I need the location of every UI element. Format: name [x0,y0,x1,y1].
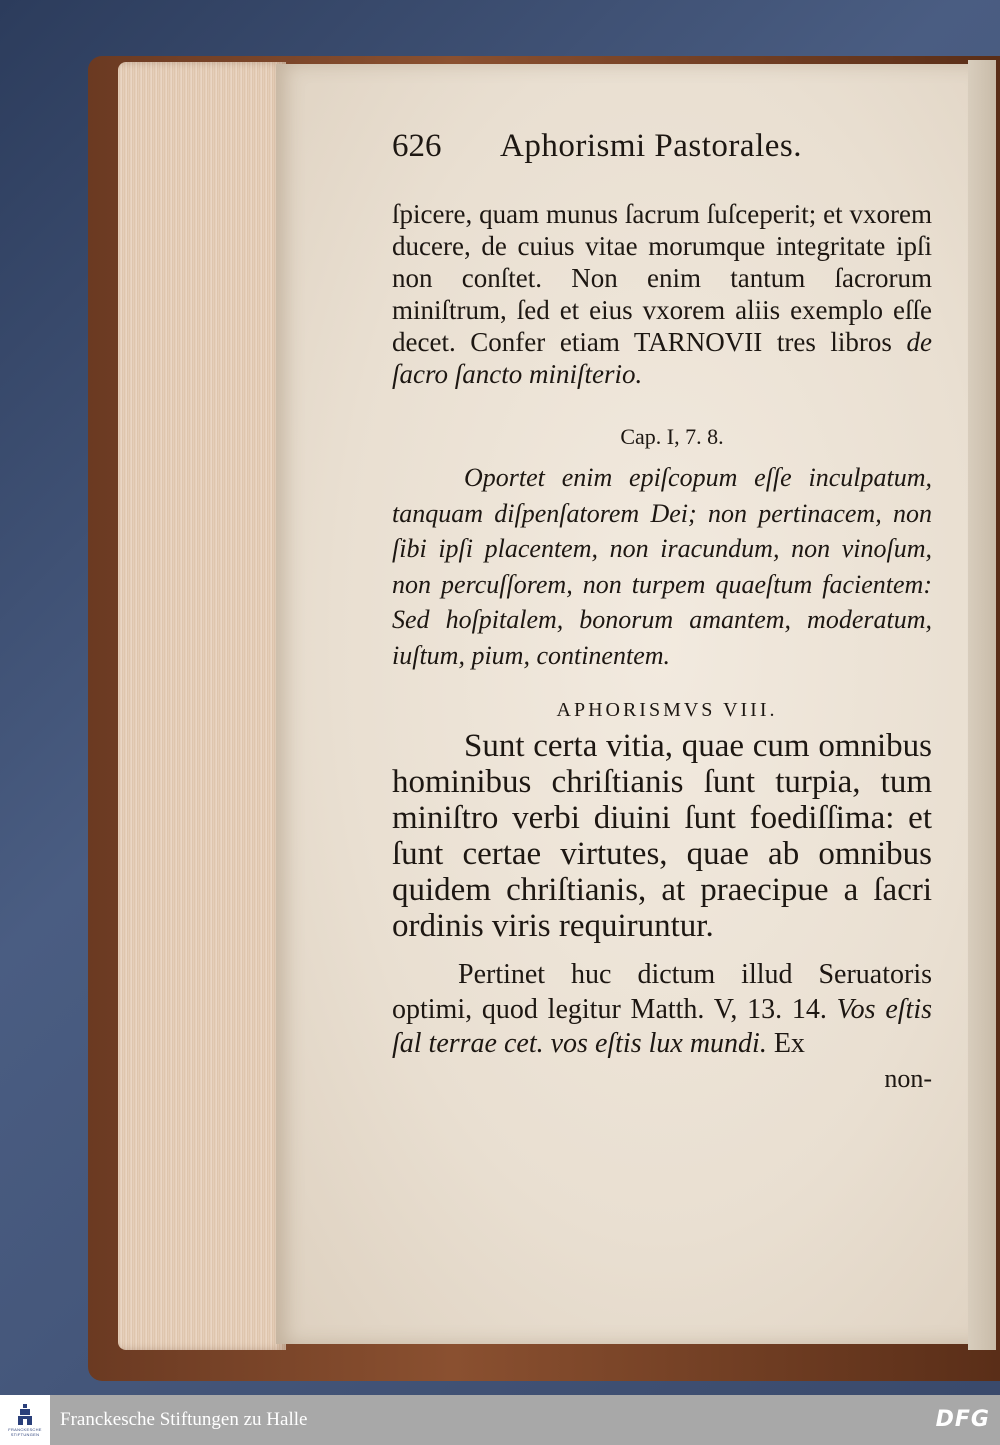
commentary-text: Pertinet huc dictum illud Seruatoris optimi, quod legitur Matth. V, 13. 14. [392,959,932,1025]
paragraph-text: ſpicere, quam munus ſacrum ſuſceperit; et vxorem ducere, de cuius vitae morumque integritate ipſi non conſtet. Non enim tantum ſacrorum miniſtrum, ſed et eius vxorem aliis exemplo eſſe decet. Confer etiam TARNOVII tres libros [392,199,932,357]
footer-title: Franckesche Stiftungen zu Halle [60,1409,308,1430]
commentary-quote-italic: Vos eſtis ſal terrae cet. vos eſtis lux mundi. [392,993,932,1059]
aphorism-heading: APHORISMVS VIII. [556,699,778,721]
catchword: non- [884,1063,932,1093]
dfg-logo-icon[interactable]: DFG [935,1407,990,1432]
book-title-italic: de ſacro ſancto miniſterio. [392,327,932,389]
page-edges [118,62,286,1350]
logo-text: FRANCKESCHE STIFTUNGEN [8,1427,42,1437]
page-text [392,128,932,1094]
logo-emblem [15,1403,35,1427]
opposite-page-edge [968,60,996,1350]
page-number: 626 [392,128,442,164]
footer-bar [0,1395,1000,1445]
running-head: Aphorismi Pastorales. [500,128,802,164]
franckesche-stiftungen-logo-icon[interactable] [0,1395,50,1445]
paragraph-continuation [392,198,932,390]
paragraph-commentary [392,958,932,1062]
scripture-quote: Oportet enim epiſcopum eſſe inculpatum, tanquam diſpenſatorem Dei; non pertinacem, non ſibi ipſi placentem, non iracundum, non vinoſum, non percuſſorem, non turpem quaeſtum facientem: Sed hoſpitalem, bonorum amantem, moderatum, iuſtum, pium, continentem. [392,463,932,670]
commentary-tail: Ex [766,1028,805,1059]
aphorism-text: Sunt certa vitia, quae cum omnibus hominibus chriſtianis ſunt turpia, tum miniſtro verbi diuini ſunt foediſſima: et ſunt certae virtutes, quae ab omnibus quidem chriſtianis, at praecipue a ſacri ordinis viris requiruntur. [392,728,932,944]
scripture-reference: Cap. I, 7. 8. [620,424,724,449]
page-header [392,128,932,188]
